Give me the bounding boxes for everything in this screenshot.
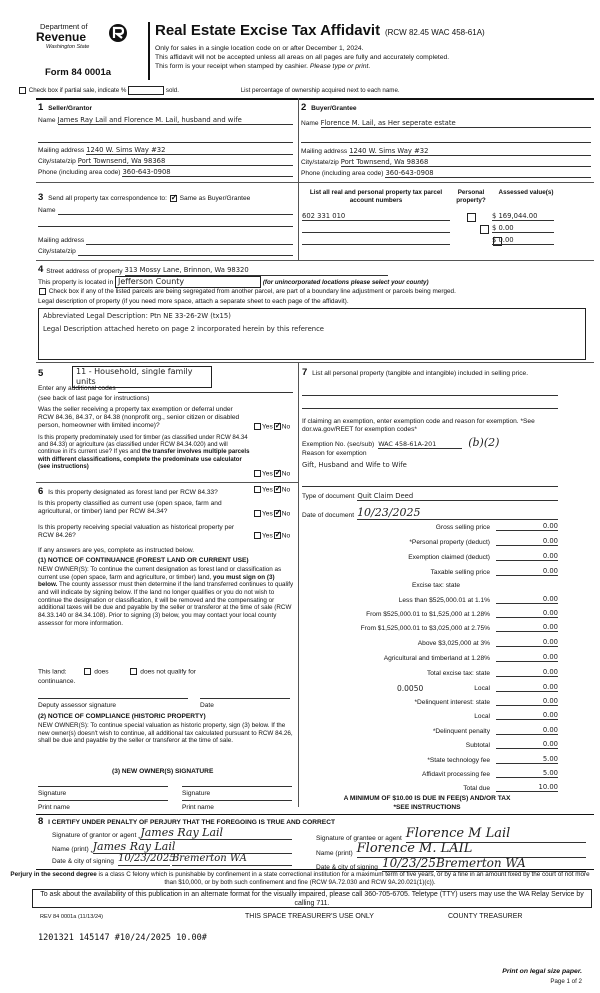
- tax-row-label: *State technology fee: [427, 757, 490, 764]
- q2-yes-checkbox[interactable]: [254, 470, 261, 477]
- buyer-name-field[interactable]: Florence M. Lail, as Her seperate estate: [321, 119, 591, 128]
- tax-row-label: Exemption claimed (deduct): [408, 554, 490, 561]
- form-title: Real Estate Excise Tax Affidavit: [155, 22, 381, 39]
- corr-mail-label: Mailing address: [38, 237, 85, 244]
- perjury-bold: Perjury in the second degree: [10, 871, 97, 878]
- no-label: No: [281, 470, 291, 478]
- segregated-label: Check box if any of the listed parcels are being segregated from another parcel, are part of a boundary line adjustment or parcels being merged.: [48, 288, 456, 296]
- tax-row-label: Gross selling price: [435, 524, 490, 531]
- grantee-name-field[interactable]: Florence M. LAIL: [357, 841, 586, 858]
- land-does-not-label: does not qualify for: [140, 668, 196, 676]
- personal-property-checkbox-2[interactable]: [480, 225, 489, 234]
- legal-size-note: Print on legal size paper.: [502, 968, 582, 975]
- buyer-mail-field[interactable]: 1240 W. Sims Way #32: [349, 147, 591, 156]
- seller-name-label: Name: [38, 117, 56, 125]
- tax-row-value[interactable]: 0.00: [496, 697, 558, 706]
- buyer-title: Buyer/Grantee: [311, 105, 357, 112]
- question-exemption: Was the seller receiving a property tax exemption or deferral under RCW 84.36, 84.37, or 84.38 (nonprofit org., senior citizen or disabled person, homeowner with limited income)?: [38, 406, 240, 430]
- section-4-number: 4: [38, 264, 44, 275]
- tax-row-value[interactable]: 0.00: [496, 683, 558, 692]
- legal-description-field[interactable]: [38, 308, 586, 360]
- exemption-no-label: Exemption No. (sec/sub): [302, 441, 375, 449]
- legal-line-1: Abbreviated Legal Description: Ptn NE 33-26-2W (tx15): [43, 312, 231, 320]
- seller-city-field[interactable]: Port Townsend, Wa 98368: [78, 157, 293, 166]
- question-timber: Is this property predominately used for timber (as classified under RCW 84.34 and 84.33) or agriculture (as classified under RCW 84.34.020) and will continue in it's current use? If yes and: [38, 434, 248, 456]
- print-name-label-1: Print name: [38, 804, 70, 811]
- forest-yes-checkbox[interactable]: [254, 486, 261, 493]
- grantor-city-field[interactable]: Bremerton WA: [172, 853, 292, 866]
- same-as-buyer-checkbox[interactable]: [170, 195, 177, 202]
- section-3-number: 3: [38, 192, 44, 203]
- tax-row-label: *Delinquent interest: state: [414, 699, 490, 706]
- no-label: No: [281, 510, 291, 518]
- tax-row-label: Less than $525,000.01 at 1.1%: [398, 597, 490, 604]
- assessed-value-1[interactable]: $ 169,044.00: [492, 212, 554, 221]
- buyer-name-label: Name: [301, 120, 319, 128]
- add-codes-field[interactable]: [118, 385, 293, 393]
- question-forest: Is this property designated as forest land per RCW 84.33?: [48, 489, 218, 496]
- dept-line2: Revenue: [36, 30, 87, 44]
- perjury-text: is a class C felony which is punishable by confinement in a state correctional institution for a maximum term of five years, or by a fine in an amount fixed by the court of not more than $10,000, or by both such confinement and fine (RCW 9A.72.030 and RCW 9A.20.021(1)(c)).: [96, 871, 590, 886]
- personal-property-checkbox-1[interactable]: [467, 213, 476, 222]
- tax-row-label: Excise tax: state: [411, 582, 460, 589]
- corr-name-field[interactable]: [58, 207, 293, 215]
- new-owner-print-2[interactable]: [182, 800, 292, 801]
- notice-compliance-title: (2) NOTICE OF COMPLIANCE (HISTORIC PROPERTY): [38, 713, 206, 720]
- dept-line3: Washington State: [46, 44, 90, 50]
- use-code-select[interactable]: 11 - Household, single family units: [72, 366, 212, 388]
- subtitle-3: This form is your receipt when stamped by cashier.: [155, 63, 308, 70]
- partial-sale-checkbox[interactable]: [19, 87, 26, 94]
- see-instructions-note: *SEE INSTRUCTIONS: [393, 804, 461, 811]
- doc-date-label: Date of document: [302, 512, 355, 520]
- tax-row-label: *Personal property (deduct): [409, 539, 490, 546]
- tax-row-value[interactable]: 0.00: [496, 653, 558, 662]
- grantor-name-label: Name (print): [52, 846, 89, 854]
- section-2-number: 2: [301, 102, 307, 113]
- subtitle-3-italic: Please type or print.: [309, 63, 371, 70]
- form-number: Form 84 0001a: [45, 67, 112, 78]
- located-label: This property is located in: [38, 279, 114, 286]
- corr-city-label: City/state/zip: [38, 248, 76, 255]
- treasurer-only-label: THIS SPACE TREASURER'S USE ONLY: [245, 913, 374, 920]
- new-owner-signature-2[interactable]: [182, 786, 292, 787]
- grantor-name-field[interactable]: James Ray Lail: [93, 840, 292, 854]
- question-current-use: Is this property classified as current use (open space, farm and agricultural, or timber) land per RCW 84.34?: [38, 500, 222, 516]
- section-6-number: 6: [38, 486, 44, 497]
- assessed-value-2[interactable]: $ 0.00: [492, 224, 554, 233]
- grantee-date-field[interactable]: 10/23/25: [381, 856, 436, 870]
- tax-row-value[interactable]: 0.00: [496, 711, 558, 720]
- seller-phone-label: Phone (including area code): [38, 169, 121, 177]
- seller-mail-label: Mailing address: [38, 147, 85, 155]
- parcel-acct-3[interactable]: [302, 236, 450, 245]
- exemption-no-field[interactable]: WAC 458-61A-201: [378, 441, 462, 450]
- land-does-checkbox[interactable]: [84, 668, 91, 675]
- doc-type-field[interactable]: Quit Claim Deed: [357, 492, 558, 501]
- tax-row-label: Total excise tax: state: [426, 670, 490, 677]
- cashier-stamp: 1201321 145147 #10/24/2025 10.00#: [38, 933, 207, 943]
- minimum-due-note: A MINIMUM OF $10.00 IS DUE IN FEE(S) AND/OR TAX: [343, 795, 511, 802]
- land-does-label: does: [94, 668, 109, 676]
- grantor-date-field[interactable]: 10/23/2025: [118, 853, 170, 866]
- section-1-number: 1: [38, 102, 44, 113]
- exemption-subsection[interactable]: (b)(2): [468, 436, 500, 449]
- tax-row-value[interactable]: 0.00: [496, 522, 558, 531]
- tax-row-label: From $1,525,000.01 to $3,025,000 at 2.75%: [360, 625, 490, 632]
- legal-line-2: Legal Description attached hereto on page 2 incorporated herein by this reference: [43, 325, 324, 334]
- revision-label: REV 84 0001a (11/13/24): [40, 914, 104, 920]
- buyer-phone-label: Phone (including area code): [301, 170, 384, 178]
- tax-row-value[interactable]: 0.00: [496, 567, 558, 576]
- county-select[interactable]: Jefferson County: [115, 276, 261, 288]
- section-7-number: 7: [302, 367, 308, 378]
- tax-row-value[interactable]: 0.00: [496, 638, 558, 647]
- seller-city-label: City/state/zip: [38, 158, 76, 166]
- print-name-label-2: Print name: [182, 804, 214, 811]
- parcel-acct-1[interactable]: 602 331 010: [302, 212, 450, 221]
- certify-label: I CERTIFY UNDER PENALTY OF PERJURY THAT THE FOREGOING IS TRUE AND CORRECT: [48, 819, 335, 826]
- tax-row-value[interactable]: 0.00: [496, 537, 558, 546]
- buyer-city-label: City/state/zip: [301, 159, 339, 167]
- notice-continuance-text-b: you must sign on (3) below.: [38, 573, 275, 589]
- forest-no-checkbox[interactable]: [274, 486, 281, 493]
- historic-yes-checkbox[interactable]: [254, 532, 261, 539]
- buyer-mail-label: Mailing address: [301, 148, 348, 156]
- reason-label: Reason for exemption: [302, 450, 367, 457]
- new-owner-signature-1[interactable]: [38, 786, 168, 787]
- correspondence-label: Send all property tax correspondence to:: [48, 195, 167, 202]
- seller-phone-field[interactable]: 360-643-0908: [122, 168, 293, 177]
- tax-row-label: Total due: [463, 785, 490, 792]
- question-historic: Is this property receiving special valuation as historical property per RCW 84.26?: [38, 524, 235, 540]
- deputy-date-label: Date: [200, 702, 214, 709]
- partial-percent-field[interactable]: [128, 86, 164, 95]
- reason-field[interactable]: Gift, Husband and Wife to Wife: [302, 461, 407, 469]
- tax-row-value[interactable]: 0.00: [496, 609, 558, 618]
- dor-logo: [32, 20, 132, 60]
- assessed-value-3[interactable]: $ 0.00: [492, 236, 554, 245]
- notice-continuance-text-c: The county assessor must then determine if the land transferred continues to qualify and will indicate by signing below. If the land no longer qualifies or you do not wish to continue the designation or classification, it will be removed and the compensating or additional taxes will be due and payable by the seller or transferor at the time of sale (RCW 84.33.140 or 84.34.108). Prior to signing (3) below, you may contact your local county assessor for more information.: [38, 581, 294, 627]
- subtitle-2: This affidavit will not be accepted unless all areas on all pages are fully and accurately completed.: [155, 54, 450, 61]
- current-use-no-checkbox[interactable]: [274, 510, 281, 517]
- seller-title: Seller/Grantor: [48, 105, 93, 112]
- seller-name-field[interactable]: James Ray Lail and Florence M. Lail, husband and wife: [58, 116, 293, 125]
- county-treasurer-label: COUNTY TREASURER: [448, 913, 523, 920]
- legal-label: Legal description of property (if you need more space, attach a separate sheet to each page of the affidavit).: [38, 298, 349, 305]
- corr-mail-field[interactable]: [86, 237, 293, 245]
- signature-label-1: Signature: [38, 790, 67, 797]
- deputy-signature-label: Deputy assessor signature: [38, 702, 117, 709]
- current-use-yes-checkbox[interactable]: [254, 510, 261, 517]
- county-note: (for unincorporated locations please select your county): [262, 279, 429, 286]
- tax-row-label: *Delinquent penalty: [432, 728, 490, 735]
- partial-sale-label: Check box if partial sale, indicate %: [28, 87, 127, 95]
- buyer-phone-field[interactable]: 360-643-0908: [385, 169, 591, 178]
- assessed-col-header: Assessed value(s): [498, 189, 554, 196]
- tax-row-value[interactable]: 0.00: [496, 726, 558, 735]
- notice-continuance-title: (1) NOTICE OF CONTINUANCE (FOREST LAND OR CURRENT USE): [38, 557, 249, 564]
- yes-label: Yes: [262, 510, 273, 518]
- segregated-checkbox[interactable]: [39, 288, 46, 295]
- tax-row-value[interactable]: 0.00: [496, 623, 558, 632]
- doc-type-label: Type of document: [302, 493, 355, 501]
- accessibility-text: To ask about the availability of this publication in an alternate format for the visually impaired, please call 360-705-6705. Teletype (TTY) users may use the WA Relay Service by calling 711.: [40, 891, 584, 907]
- parcel-acct-2[interactable]: [302, 224, 450, 233]
- continuance-label: continuance.: [38, 678, 76, 685]
- grantee-date-label: Date & city of signing: [316, 863, 378, 871]
- parcel-col-header: List all real and personal property tax parcel account numbers: [309, 189, 443, 204]
- notice-compliance-text: NEW OWNER(S): To continue special valuation as historic property, sign (3) below. If the new owner(s) doesn't wish to continue, all additional tax calculated pursuant to RCW 84.26, shall be due and payable by the seller or transferor at the time of sale.: [38, 722, 293, 745]
- tax-row-value[interactable]: 5.00: [496, 755, 558, 764]
- tax-row-value[interactable]: 5.00: [496, 769, 558, 778]
- tax-row-label: From $525,000.01 to $1,525,000 at 1.28%: [366, 611, 490, 618]
- historic-no-checkbox[interactable]: [274, 532, 281, 539]
- section-8-number: 8: [38, 816, 44, 827]
- tax-row-label: Agricultural and timberland at 1.28%: [383, 655, 490, 662]
- section-5-number: 5: [38, 368, 44, 379]
- tax-row-value[interactable]: 0.00: [496, 740, 558, 749]
- tax-row-label: Subtotal: [465, 742, 490, 749]
- local-rate: 0.0050: [397, 684, 424, 693]
- yes-label: Yes: [262, 423, 273, 431]
- rcw-reference: (RCW 82.45 WAC 458-61A): [384, 28, 485, 37]
- corr-name-label: Name: [38, 207, 56, 214]
- grantor-date-label: Date & city of signing: [52, 858, 114, 866]
- personal-col-header: Personal property?: [456, 189, 486, 204]
- new-owner-signature-title: (3) NEW OWNER(S) SIGNATURE: [112, 768, 214, 775]
- land-does-not-checkbox[interactable]: [130, 668, 137, 675]
- street-field[interactable]: 313 Mossy Lane, Brinnon, Wa 98320: [125, 266, 388, 275]
- personal-property-field-1[interactable]: [302, 395, 558, 396]
- q1-no-checkbox[interactable]: [274, 423, 281, 430]
- this-land-label: This land:: [38, 668, 67, 676]
- dor-logo-icon: [108, 23, 128, 43]
- grantee-sig-label: Signature of grantee or agent: [316, 834, 402, 842]
- seller-mail-field[interactable]: 1240 W. Sims Way #32: [86, 146, 293, 155]
- tax-row-label: Affidavit processing fee: [421, 771, 490, 778]
- street-label: Street address of property: [46, 267, 123, 275]
- deputy-signature-field[interactable]: [38, 698, 188, 699]
- tax-row-label: Local: [474, 685, 490, 692]
- grantee-signature[interactable]: Florence M Lail: [406, 826, 586, 843]
- no-label: No: [281, 423, 291, 431]
- same-as-buyer-label: Same as Buyer/Grantee: [179, 195, 251, 202]
- doc-date-field[interactable]: 10/23/2025: [357, 506, 558, 520]
- yes-label: Yes: [262, 470, 273, 478]
- yes-label: Yes: [262, 532, 273, 540]
- tax-row-label: Taxable selling price: [430, 569, 490, 576]
- partial-list-note: List percentage of ownership acquired next to each name.: [240, 87, 400, 95]
- partial-sold-label: sold.: [165, 87, 179, 95]
- accessibility-note: [32, 889, 592, 908]
- yes-label: Yes: [262, 486, 273, 494]
- deputy-date-field[interactable]: [200, 698, 290, 699]
- new-owner-print-1[interactable]: [38, 800, 168, 801]
- exemption-instructions: If claiming an exemption, enter exemption code and reason for exemption. *See dor.wa.gov/REET for exemption codes*: [302, 418, 535, 434]
- tax-row-label: Local: [474, 713, 490, 720]
- tax-row-value[interactable]: 0.00: [496, 595, 558, 604]
- q1-yes-checkbox[interactable]: [254, 423, 261, 430]
- subtitle-1: Only for sales in a single location code on or after December 1, 2024.: [155, 45, 364, 52]
- no-label: No: [281, 532, 291, 540]
- no-label: No: [281, 486, 291, 494]
- add-codes-label: Enter any additional codes: [38, 385, 116, 392]
- signature-label-2: Signature: [182, 790, 211, 797]
- notice-continuance-text-a: NEW OWNER(S): To continue the current designation as forest land or classification as current use (open space, farm and agriculture, or timber) land,: [38, 566, 282, 581]
- corr-city-field[interactable]: [78, 248, 293, 256]
- if-yes-note: If any answers are yes, complete as instructed below.: [38, 547, 195, 554]
- question-timber-bold: the transfer involves multiple parcels with different classifications, complete the predominate use calculator (see instructions): [38, 448, 250, 470]
- grantee-city-field[interactable]: Bremerton WA: [436, 856, 586, 872]
- add-codes-note: (see back of last page for instructions): [38, 395, 150, 402]
- tax-row-label: Above $3,025,000 at 3%: [417, 640, 490, 647]
- dept-line1: Department of: [40, 22, 88, 31]
- personal-property-label: List all personal property (tangible and intangible) included in selling price.: [312, 370, 529, 377]
- grantor-sig-label: Signature of grantor or agent: [52, 832, 137, 840]
- q2-no-checkbox[interactable]: [274, 470, 281, 477]
- tax-row-value[interactable]: 0.00: [496, 668, 558, 677]
- grantor-signature[interactable]: James Ray Lail: [140, 826, 292, 840]
- grantee-name-label: Name (print): [316, 849, 353, 857]
- buyer-city-field[interactable]: Port Townsend, Wa 98368: [341, 158, 591, 167]
- page-number: Page 1 of 2: [550, 978, 582, 985]
- tax-row-value[interactable]: 10.00: [496, 783, 558, 792]
- tax-row-value[interactable]: 0.00: [496, 552, 558, 561]
